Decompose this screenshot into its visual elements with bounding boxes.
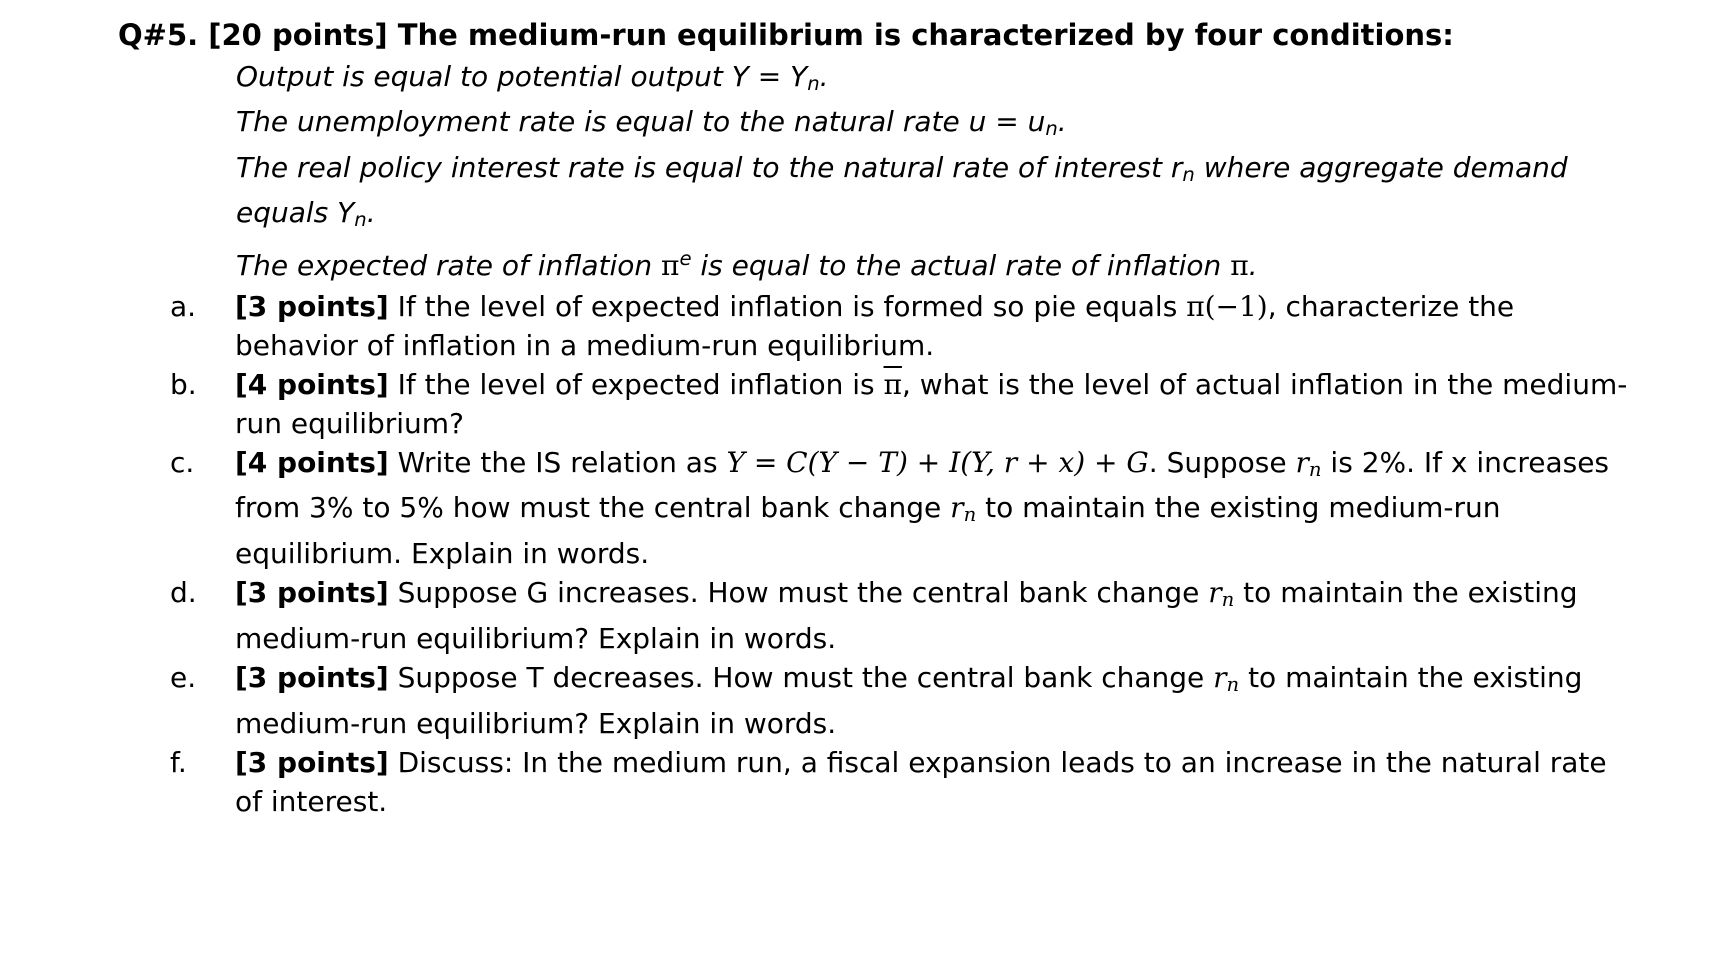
item-text: [3 points] Suppose T decreases. How must the central bank change rn to maintain the existing medium-run equilibrium? Explain in words. [235,660,1583,740]
item-letter: d. [170,576,197,610]
item-text: [4 points] Write the IS relation as Y = C(Y − T) + I(Y, r + x) + G. Suppose rn is 2%. If x increases from 3% to 5% how must the central bank change rn to maintain the existing medium-run equilibrium. Explain in words. [235,445,1610,571]
points-label: [4 points] [235,367,389,401]
item-c [170,444,1630,575]
item-f [170,744,1630,822]
item-b [170,366,1630,444]
item-text: [4 points] If the level of expected inflation is $\overline{\pi}$, what is the level of actual inflation in the medium-run equilibrium? [235,367,1628,440]
item-letter: b. [170,367,197,401]
points-label: [4 points] [235,445,389,479]
condition-inflation: The expected rate of inflation $\pi^e$ is equal to the actual rate of inflation π. [236,246,1258,282]
question-items [170,288,1630,821]
points-label: [3 points] [235,745,389,779]
question-title: Q#5. [20 points] The medium-run equilibrium is characterized by four conditions: [118,18,1454,52]
item-letter: e. [170,660,197,694]
item-a [170,288,1630,366]
item-text: [3 points] If the level of expected inflation is formed so pie equals π(−1), characterize the behavior of inflation in a medium-run equilibrium. [235,290,1515,362]
item-text: [3 points] Discuss: In the medium run, a fiscal expansion leads to an increase in the natural rate of interest. [235,745,1607,818]
condition-unemployment: The unemployment rate is equal to the natural rate u = un. [236,105,1067,141]
points-label: [3 points] [235,576,389,610]
item-text: [3 points] Suppose G increases. How must the central bank change rn to maintain the existing medium-run equilibrium? Explain in words. [235,576,1578,655]
condition-output: Output is equal to potential output Y = Yn. [236,60,829,95]
points-label: [3 points] [235,660,389,694]
item-d [170,574,1630,659]
item-e [170,659,1630,744]
points-label: [3 points] [235,290,389,323]
conditions-list [236,58,1616,285]
item-letter: c. [170,445,195,479]
item-letter: a. [170,290,197,323]
condition-interest-rate: The real policy interest rate is equal to the natural rate of interest rn where aggregate demand equals Yn. [236,150,1568,232]
item-letter: f. [170,745,187,779]
